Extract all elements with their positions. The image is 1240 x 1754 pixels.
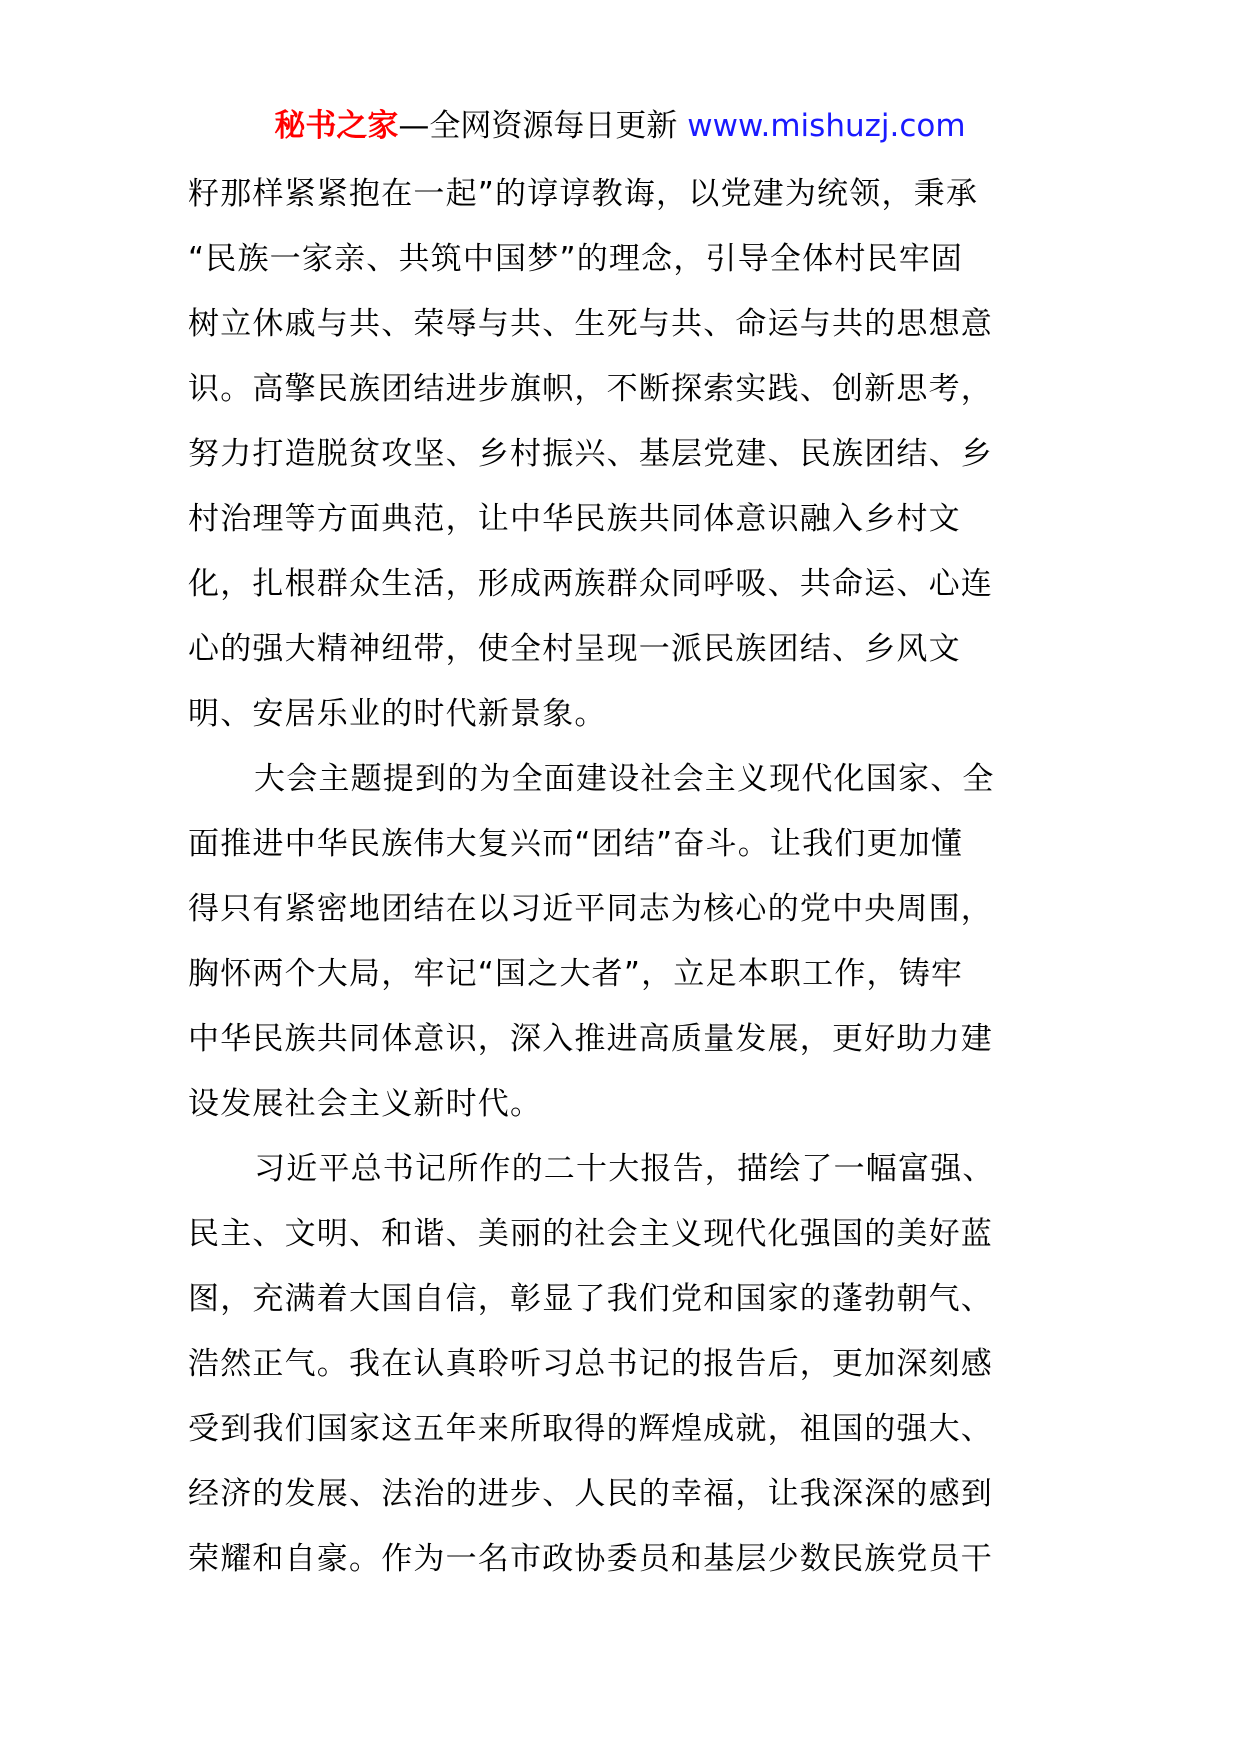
text-line: 荣耀和自豪。作为一名市政协委员和基层少数民族党员干 — [188, 1541, 993, 1577]
site-tagline: —全网资源每日更新 — [398, 108, 678, 144]
text-line: 识。高擎民族团结进步旗帜，不断探索实践、创新思考， — [188, 371, 993, 407]
site-brand: 秘书之家 — [274, 108, 399, 144]
site-header — [0, 104, 1240, 148]
text-line: “民族一家亲、共筑中国梦”的理念，引导全体村民牢固 — [188, 241, 964, 277]
text-line: 化，扎根群众生活，形成两族群众同呼吸、共命运、心连 — [188, 566, 993, 602]
text-line: 明、安居乐业的时代新景象。 — [188, 696, 607, 732]
text-line: 胸怀两个大局，牢记“国之大者”，立足本职工作，铸牢 — [188, 956, 964, 992]
site-url-link[interactable]: www.mishuzj.com — [687, 108, 966, 144]
text-line: 设发展社会主义新时代。 — [188, 1086, 543, 1122]
text-line: 经济的发展、法治的进步、人民的幸福，让我深深的感到 — [188, 1476, 993, 1512]
text-line: 得只有紧密地团结在以习近平同志为核心的党中央周围， — [188, 891, 993, 927]
text-line: 努力打造脱贫攻坚、乡村振兴、基层党建、民族团结、乡 — [188, 436, 993, 472]
text-line: 树立休戚与共、荣辱与共、生死与共、命运与共的思想意 — [188, 306, 993, 342]
text-line: 村治理等方面典范，让中华民族共同体意识融入乡村文 — [188, 501, 961, 537]
text-line: 图，充满着大国自信，彰显了我们党和国家的蓬勃朝气、 — [188, 1281, 993, 1317]
text-line: 面推进中华民族伟大复兴而“团结”奋斗。让我们更加懂 — [188, 826, 964, 862]
text-line: 心的强大精神纽带，使全村呈现一派民族团结、乡风文 — [188, 631, 961, 667]
text-line: 民主、文明、和谐、美丽的社会主义现代化强国的美好蓝 — [188, 1216, 993, 1252]
document-body — [188, 162, 1060, 1592]
paragraph-start-line: 大会主题提到的为全面建设社会主义现代化国家、全 — [254, 761, 995, 797]
text-line: 浩然正气。我在认真聆听习总书记的报告后，更加深刻感 — [188, 1346, 993, 1382]
paragraph-start-line: 习近平总书记所作的二十大报告，描绘了一幅富强、 — [254, 1151, 995, 1187]
text-line: 籽那样紧紧抱在一起”的谆谆教诲，以党建为统领，秉承 — [188, 176, 979, 212]
text-line: 中华民族共同体意识，深入推进高质量发展，更好助力建 — [188, 1021, 993, 1057]
text-line: 受到我们国家这五年来所取得的辉煌成就，祖国的强大、 — [188, 1411, 993, 1447]
